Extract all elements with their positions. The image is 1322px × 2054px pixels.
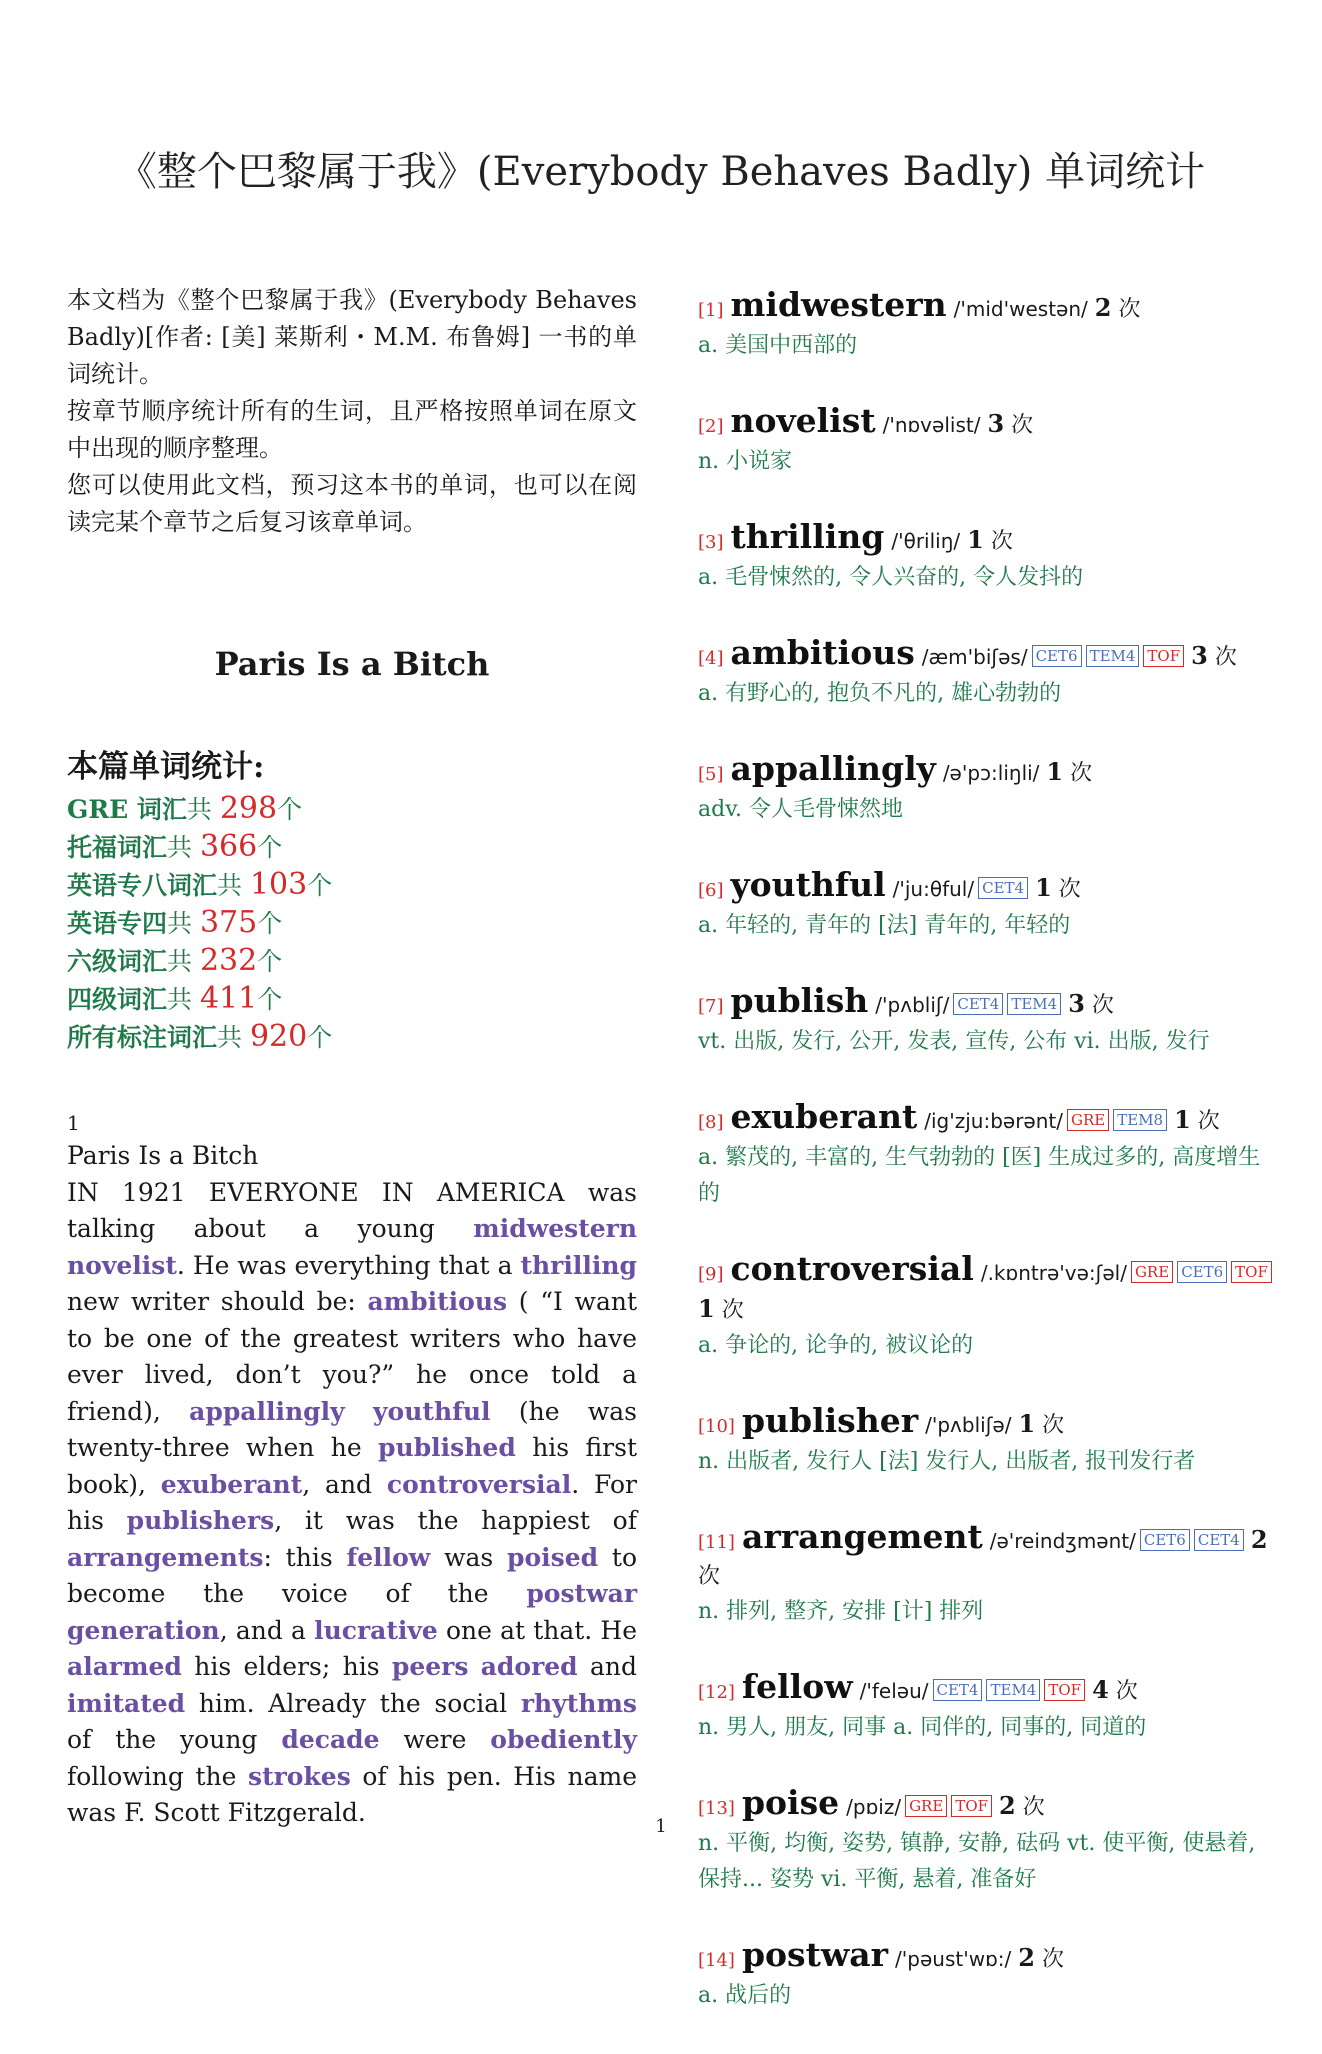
vocab-entry xyxy=(698,285,1273,364)
entry-word: postwar xyxy=(741,1935,889,1974)
entry-count-suffix: 次 xyxy=(1115,1679,1138,1704)
vocab-entry xyxy=(698,1401,1273,1480)
stats-list xyxy=(67,790,637,1056)
stat-line xyxy=(67,828,637,866)
highlighted-word: lucrative xyxy=(314,1615,438,1645)
entry-count-value: 1 xyxy=(1035,873,1052,902)
entry-phonetic: /'ju:θful/ xyxy=(892,877,975,901)
entry-word: appallingly xyxy=(730,749,936,788)
entry-word: ambitious xyxy=(730,633,915,672)
text-run xyxy=(345,1397,373,1426)
entry-word: exuberant xyxy=(730,1097,918,1136)
entry-phonetic: /æm'biʃəs/ xyxy=(921,645,1028,669)
entry-index: [10] xyxy=(698,1416,735,1437)
entry-definition: a. 繁茂的, 丰富的, 生气勃勃的 [医] 生成过多的, 高度增生的 xyxy=(698,1145,1261,1206)
highlighted-word: published xyxy=(378,1433,516,1462)
exam-badge: GRE xyxy=(1131,1261,1173,1283)
text-run: following the xyxy=(67,1761,248,1791)
entry-definition: vt. 出版, 发行, 公开, 发表, 宣传, 公布 vi. 出版, 发行 xyxy=(698,1029,1210,1054)
highlighted-word: postwar xyxy=(526,1579,637,1608)
entry-definition: a. 美国中西部的 xyxy=(698,333,858,358)
entry-count xyxy=(960,525,1013,554)
entry-phonetic: /'pʌbliʃə/ xyxy=(925,1413,1012,1437)
exam-badge: CET6 xyxy=(1032,645,1082,667)
entry-count-suffix: 次 xyxy=(1197,1109,1220,1134)
stat-value: 298 xyxy=(219,791,278,826)
stat-unit: 个 xyxy=(257,833,283,862)
text-run: , and xyxy=(302,1469,387,1499)
entry-phonetic: /'pəust'wɒ:/ xyxy=(895,1947,1012,1971)
entry-count-value: 3 xyxy=(1191,641,1208,670)
entry-count-value: 2 xyxy=(999,1791,1016,1820)
entry-head xyxy=(698,633,1273,676)
exam-badge: TEM4 xyxy=(1086,645,1140,667)
entry-count xyxy=(1039,757,1093,786)
entry-count-value: 1 xyxy=(967,525,984,554)
text-run: , it was the happiest of xyxy=(274,1506,637,1535)
entry-head xyxy=(698,401,1273,444)
stat-value: 232 xyxy=(199,943,258,978)
entry-count xyxy=(1011,1943,1064,1972)
entry-phonetic: /ə'reindʒmənt/ xyxy=(989,1529,1136,1553)
entry-count-value: 3 xyxy=(987,409,1005,438)
entry-definition: n. 平衡, 均衡, 姿势, 镇静, 安静, 砝码 vt. 使平衡, 使悬着, 保持... 姿势 vi. 平衡, 悬着, 准备好 xyxy=(698,1831,1256,1892)
highlighted-word: novelist xyxy=(67,1250,177,1280)
intro-paragraph-3: 您可以使用此文档，预习这本书的单词，也可以在阅读完某个章节之后复习该章单词。 xyxy=(67,471,637,536)
entry-count-suffix: 次 xyxy=(1011,413,1034,438)
entry-count-value: 1 xyxy=(1174,1105,1191,1134)
entry-index: [12] xyxy=(698,1682,735,1703)
entry-count xyxy=(980,409,1034,438)
exam-badge: CET4 xyxy=(1194,1529,1244,1551)
text-run: him. Already the social xyxy=(185,1688,521,1718)
stat-value: 411 xyxy=(199,981,258,1016)
entry-count-value: 1 xyxy=(1018,1409,1036,1438)
entry-definition: n. 出版者, 发行人 [法] 发行人, 出版者, 报刊发行者 xyxy=(698,1449,1196,1474)
exam-badge: CET6 xyxy=(1177,1261,1227,1283)
text-run: new writer should be: xyxy=(67,1287,368,1316)
exam-badge: GRE xyxy=(1067,1109,1109,1131)
stat-label: 托福词汇 xyxy=(67,833,168,862)
vocab-entry xyxy=(698,633,1273,712)
entry-definition: a. 争论的, 论争的, 被议论的 xyxy=(698,1333,974,1358)
stat-unit: 个 xyxy=(277,795,303,824)
entry-head xyxy=(698,865,1273,908)
entry-word: midwestern xyxy=(730,285,947,324)
stat-label: 四级词汇 xyxy=(67,985,168,1014)
intro xyxy=(67,282,637,541)
entry-count xyxy=(698,1294,744,1323)
entry-count-suffix: 次 xyxy=(1091,993,1114,1018)
highlighted-word: alarmed xyxy=(67,1652,182,1681)
text-run: . For his xyxy=(67,1469,637,1535)
stat-value: 366 xyxy=(199,829,258,864)
entry-phonetic: /'nɒvəlist/ xyxy=(882,413,981,437)
stat-line xyxy=(67,904,637,942)
entry-count-value: 2 xyxy=(1250,1525,1268,1554)
text-run: of the young xyxy=(67,1725,282,1754)
entry-definition: a. 毛骨悚然的, 令人兴奋的, 令人发抖的 xyxy=(698,565,1084,590)
vocab-entry xyxy=(698,517,1273,596)
entry-definition: n. 小说家 xyxy=(698,449,793,474)
stat-line xyxy=(67,866,637,904)
highlighted-word: midwestern xyxy=(473,1214,637,1243)
entry-count xyxy=(1167,1105,1220,1134)
vocab-entry xyxy=(698,749,1273,828)
section-title: Paris Is a Bitch xyxy=(67,1141,259,1170)
text-run: to become the voice of the xyxy=(67,1542,638,1608)
entry-definition: a. 年轻的, 青年的 [法] 青年的, 年轻的 xyxy=(698,913,1071,938)
entry-count-value: 2 xyxy=(1094,293,1112,322)
entry-index: [5] xyxy=(698,764,724,785)
stat-unit: 个 xyxy=(307,1023,333,1052)
highlighted-word: strokes xyxy=(248,1761,351,1791)
entry-index: [11] xyxy=(698,1532,735,1553)
entry-index: [14] xyxy=(698,1950,735,1971)
entry-index: [9] xyxy=(698,1264,724,1285)
stat-label-rest: 共 xyxy=(167,833,200,862)
vocab-entry xyxy=(698,1667,1273,1746)
entry-count-suffix: 次 xyxy=(1022,1795,1045,1820)
entry-count xyxy=(1184,641,1237,670)
entry-count-suffix: 次 xyxy=(721,1298,744,1323)
entry-phonetic: /'feləu/ xyxy=(859,1679,929,1703)
stat-label: GRE 词汇 xyxy=(67,795,187,824)
entry-phonetic: /ə'pɔ:liŋli/ xyxy=(942,761,1040,785)
stat-line xyxy=(67,980,637,1018)
entry-head xyxy=(698,1097,1273,1140)
vocab-entry xyxy=(698,865,1273,944)
stat-label: 英语专八词汇 xyxy=(67,871,218,900)
exam-badge: CET6 xyxy=(1140,1529,1190,1551)
highlighted-word: publishers xyxy=(126,1506,275,1535)
entry-head xyxy=(698,749,1273,792)
highlighted-word: generation xyxy=(67,1615,220,1645)
exam-badge: TEM4 xyxy=(986,1679,1040,1701)
entry-word: thrilling xyxy=(730,517,885,556)
entry-word: youthful xyxy=(730,865,886,904)
entry-index: [3] xyxy=(698,532,724,553)
entry-index: [8] xyxy=(698,1112,724,1133)
exam-badge: CET4 xyxy=(978,877,1028,899)
stat-label: 英语专四 xyxy=(67,909,168,938)
stat-label: 六级词汇 xyxy=(67,947,168,976)
stat-label-rest: 共 xyxy=(167,947,200,976)
entry-head xyxy=(698,1249,1273,1328)
stat-line xyxy=(67,1018,637,1056)
vocab-entry xyxy=(698,401,1273,480)
vocab-entry xyxy=(698,1783,1273,1898)
entry-count xyxy=(1088,293,1141,322)
entry-index: [1] xyxy=(698,300,724,321)
stat-label-rest: 共 xyxy=(217,871,250,900)
stat-unit: 个 xyxy=(307,871,333,900)
entry-head xyxy=(698,517,1273,560)
entry-head xyxy=(698,285,1273,328)
highlighted-word: peers xyxy=(391,1652,469,1681)
entry-definition: n. 男人, 朋友, 同事 a. 同伴的, 同事的, 同道的 xyxy=(698,1715,1147,1740)
highlighted-word: poised xyxy=(507,1542,599,1572)
highlighted-word: adored xyxy=(480,1652,578,1681)
entry-word: arrangement xyxy=(741,1517,983,1556)
exam-badge: TOF xyxy=(1044,1679,1085,1701)
stats-heading: 本篇单词统计: xyxy=(67,749,265,785)
chapter-title: Paris Is a Bitch xyxy=(214,645,490,683)
text-run: his first book), xyxy=(67,1433,637,1499)
entry-index: [13] xyxy=(698,1798,735,1819)
entry-definition: n. 排列, 整齐, 安排 [计] 排列 xyxy=(698,1599,984,1624)
text-run: his elders; his xyxy=(181,1652,392,1681)
left-column xyxy=(67,282,637,1832)
highlighted-word: exuberant xyxy=(160,1469,303,1499)
entry-index: [7] xyxy=(698,996,724,1017)
text-run: one at that. He xyxy=(437,1615,638,1645)
stat-label-rest: 共 xyxy=(167,985,200,1014)
entry-count xyxy=(1028,873,1081,902)
highlighted-word: controversial xyxy=(386,1469,572,1499)
entry-word: fellow xyxy=(741,1667,853,1706)
entry-count-suffix: 次 xyxy=(1041,1947,1064,1972)
entry-head xyxy=(698,981,1273,1024)
entry-head xyxy=(698,1401,1273,1444)
entry-phonetic: /'mid'westən/ xyxy=(953,297,1088,321)
exam-badge: CET4 xyxy=(933,1679,983,1701)
entry-count-value: 3 xyxy=(1068,989,1085,1018)
section-number: 1 xyxy=(67,1111,80,1135)
entry-count-value: 1 xyxy=(1046,757,1064,786)
exam-badge: TOF xyxy=(1231,1261,1272,1283)
entry-count-value: 4 xyxy=(1092,1675,1109,1704)
entry-phonetic: /.kɒntrə'və:ʃəl/ xyxy=(980,1261,1127,1285)
stat-line xyxy=(67,942,637,980)
exam-badge: TOF xyxy=(1143,645,1184,667)
entry-count-suffix: 次 xyxy=(1042,1413,1065,1438)
entry-word: novelist xyxy=(730,401,876,440)
stat-unit: 个 xyxy=(257,947,283,976)
exam-badge: CET4 xyxy=(953,993,1003,1015)
page-title: 《整个巴黎属于我》(Everybody Behaves Badly) 单词统计 xyxy=(116,149,1206,195)
exam-badge: GRE xyxy=(905,1795,947,1817)
entry-phonetic: /'pʌbliʃ/ xyxy=(875,993,950,1017)
entry-word: publisher xyxy=(741,1401,919,1440)
entry-phonetic: /ig'zju:bərənt/ xyxy=(924,1109,1063,1133)
text-run: were xyxy=(379,1725,491,1754)
entry-definition: adv. 令人毛骨悚然地 xyxy=(698,797,904,822)
entry-index: [6] xyxy=(698,880,724,901)
entry-word: publish xyxy=(730,981,869,1020)
entry-index: [4] xyxy=(698,648,724,669)
vocab-entry xyxy=(698,1097,1273,1212)
entry-count-value: 2 xyxy=(1018,1943,1035,1972)
highlighted-word: thrilling xyxy=(520,1250,637,1280)
text-run: and xyxy=(577,1652,637,1681)
entry-definition: a. 有野心的, 抱负不凡的, 雄心勃勃的 xyxy=(698,681,1062,706)
text-run: ( “I want to be one of the greatest writers who have ever lived, don’t you?” he once told a friend), xyxy=(67,1287,638,1426)
text-run: was xyxy=(430,1542,507,1572)
intro-paragraph-1: 本文档为《整个巴黎属于我》(Everybody Behaves Badly)[作者: [美] 莱斯利・M.M. 布鲁姆] 一书的单词统计。 xyxy=(67,286,637,388)
vocab-entry xyxy=(698,1517,1273,1630)
entry-count xyxy=(1011,1409,1065,1438)
entry-count xyxy=(1085,1675,1138,1704)
stat-unit: 个 xyxy=(257,909,283,938)
exam-badge: TOF xyxy=(951,1795,992,1817)
highlighted-word: decade xyxy=(281,1725,380,1754)
intro-paragraph-2: 按章节顺序统计所有的生词，且严格按照单词在原文中出现的顺序整理。 xyxy=(67,397,637,462)
highlighted-word: rhythms xyxy=(520,1688,637,1718)
highlighted-word: appallingly xyxy=(189,1396,345,1426)
entry-count-suffix: 次 xyxy=(1058,877,1081,902)
entry-phonetic: /'θriliŋ/ xyxy=(891,529,961,553)
highlighted-word: youthful xyxy=(373,1396,491,1426)
entry-head xyxy=(698,1517,1273,1594)
exam-badge: TEM8 xyxy=(1113,1109,1167,1131)
entry-count-value: 1 xyxy=(698,1294,715,1323)
entry-definition: a. 战后的 xyxy=(698,1983,792,2008)
vocab-entry xyxy=(698,1249,1273,1364)
stat-value: 375 xyxy=(199,905,258,940)
stat-label: 所有标注词汇 xyxy=(67,1023,218,1052)
entry-count-suffix: 次 xyxy=(1070,761,1093,786)
entry-head xyxy=(698,1935,1273,1978)
entry-word: poise xyxy=(741,1783,840,1822)
entry-count xyxy=(1061,989,1114,1018)
text-run: . He was everything that a xyxy=(176,1250,521,1280)
highlighted-word: imitated xyxy=(67,1688,186,1718)
highlighted-word: obediently xyxy=(490,1725,637,1754)
highlighted-word: ambitious xyxy=(367,1287,508,1316)
stat-line xyxy=(67,790,637,828)
entry-phonetic: /pɒiz/ xyxy=(846,1795,902,1819)
stat-value: 920 xyxy=(249,1019,308,1054)
entry-word: controversial xyxy=(730,1249,974,1288)
stat-value: 103 xyxy=(249,867,308,902)
highlighted-word: arrangements xyxy=(67,1542,264,1572)
vocab-entry xyxy=(698,981,1273,1060)
section-body xyxy=(67,1175,637,1832)
entry-head xyxy=(698,1667,1273,1710)
entry-index: [2] xyxy=(698,416,724,437)
entry-count-suffix: 次 xyxy=(990,529,1013,554)
stat-label-rest: 共 xyxy=(167,909,200,938)
text-run: IN 1921 EVERYONE IN AMERICA was talking about a young xyxy=(67,1177,637,1243)
highlighted-word: fellow xyxy=(346,1542,431,1572)
entry-count-suffix: 次 xyxy=(698,1564,721,1589)
stat-label-rest: 共 xyxy=(217,1023,250,1052)
stat-unit: 个 xyxy=(257,985,283,1014)
text-run: of his pen. His name was F. Scott Fitzgerald. xyxy=(67,1761,637,1827)
vocabulary-list xyxy=(698,285,1273,2054)
stat-label-rest: 共 xyxy=(186,795,220,824)
exam-badge: TEM4 xyxy=(1007,993,1061,1015)
text-run: : this xyxy=(263,1542,347,1572)
entry-count-suffix: 次 xyxy=(1118,297,1141,322)
entry-count-suffix: 次 xyxy=(1214,645,1237,670)
vocab-entry xyxy=(698,1935,1273,2014)
text-run: (he was twenty-three when he xyxy=(67,1396,637,1462)
text-run xyxy=(468,1652,480,1681)
page-number: 1 xyxy=(655,1816,667,1837)
text-run: , and a xyxy=(219,1615,315,1645)
